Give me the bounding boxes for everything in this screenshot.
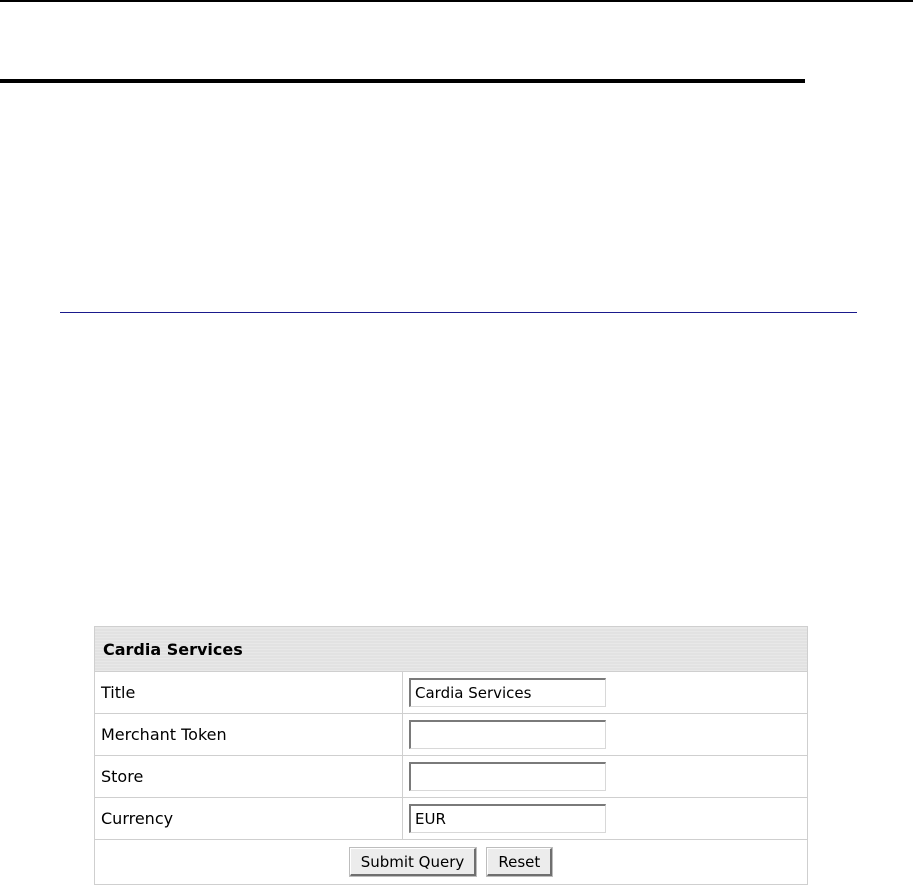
submit-query-button[interactable]: Submit Query [350, 848, 477, 876]
cardia-settings-form [94, 626, 808, 885]
currency-input[interactable] [409, 804, 606, 833]
field-label-merchant-token: Merchant Token [95, 714, 403, 756]
field-row-title [95, 672, 808, 714]
field-label-currency: Currency [95, 798, 403, 840]
form-title: Cardia Services [95, 627, 808, 672]
field-row-merchant-token [95, 714, 808, 756]
reset-button[interactable]: Reset [487, 848, 552, 876]
form-header-row [95, 627, 808, 672]
section-divider [60, 312, 857, 313]
form-actions-row [95, 840, 808, 885]
field-label-title: Title [95, 672, 403, 714]
top-divider [0, 0, 913, 2]
field-row-currency [95, 798, 808, 840]
title-input[interactable] [409, 678, 606, 707]
merchant-token-input[interactable] [409, 720, 606, 749]
heading-divider [0, 79, 805, 83]
field-label-store: Store [95, 756, 403, 798]
field-row-store [95, 756, 808, 798]
store-input[interactable] [409, 762, 606, 791]
